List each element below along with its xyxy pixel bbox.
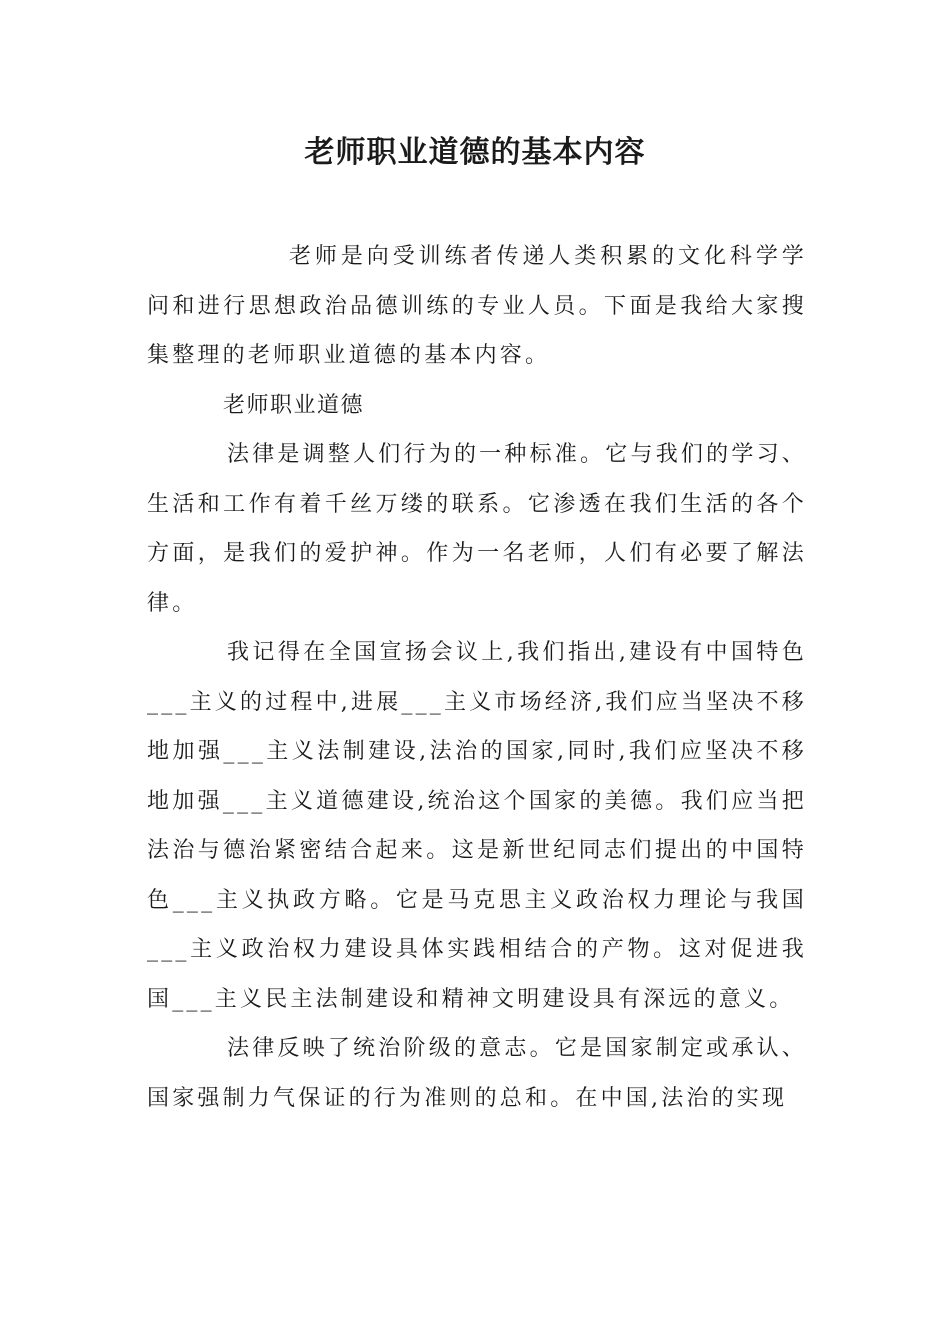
section-heading: 老师职业道德 <box>223 392 365 418</box>
intro-paragraph: 老师是向受训练者传递人类积累的文化科学学问和进行思想政治品德训练的专业人员。下面是我给大家搜集整理的老师职业道德的基本内容。 <box>147 244 807 368</box>
document-body <box>147 232 807 1123</box>
law-definition-paragraph: 法律是调整人们行为的一种标准。它与我们的学习、生活和工作有着千丝万缕的联系。它渗透在我们生活的各个方面，是我们的爱护神。作为一名老师，人们有必要了解法律。 <box>147 442 807 616</box>
document-title: 老师职业道德的基本内容 <box>304 135 646 170</box>
conference-paragraph: 我记得在全国宣扬会议上,我们指出,建设有中国特色___主义的过程中,进展___主义市场经济,我们应当坚决不移地加强___主义法制建设,法治的国家,同时,我们应坚决不移地加强___主义道德建设,统治这个国家的美德。我们应当把法治与德治紧密结合起来。这是新世纪同志们提出的中国特色___主义执政方略。它是马克思主义政治权力理论与我国___主义政治权力建设具体实践相结合的产物。这对促进我国___主义民主法制建设和精神文明建设具有深远的意义。 <box>147 640 807 1012</box>
law-will-paragraph: 法律反映了统治阶级的意志。它是国家制定或承认、国家强制力气保证的行为准则的总和。在中国,法治的实现 <box>147 1036 807 1111</box>
